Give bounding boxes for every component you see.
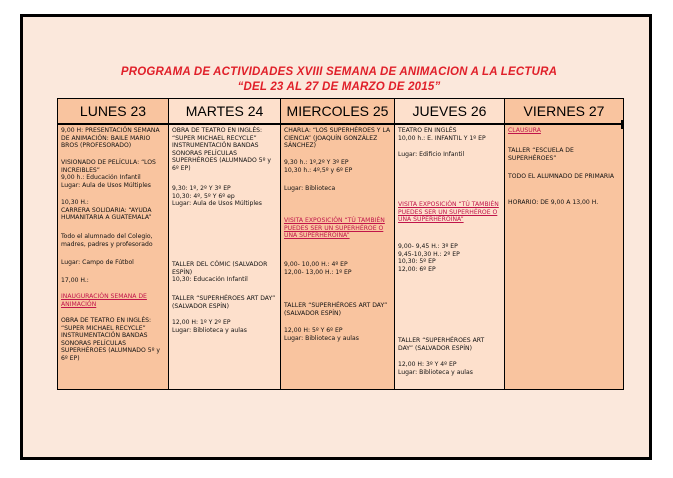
lunes-cell [58, 124, 169, 389]
lunes-inauguracion: INAUGURACIÓN SEMANA DE ANIMACIÓN [61, 293, 147, 308]
lunes-visionado: VISIONADO DE PELÍCULA: “LOS INCREIBLES” 9,00 h.: Educación Infantil Lugar: Aula de Usos Múltiples [61, 159, 156, 189]
program-title: PROGRAMA DE ACTIVIDADES XVIII SEMANA DE ANIMACION A LA LECTURA [120, 66, 558, 78]
martes-comic: TALLER DEL CÓMIC (SALVADOR ESPÍN) 10,30: Educación Infantil [172, 261, 268, 284]
jueves-exposicion: VISITA EXPOSICIÓN “TÚ TAMBIÉN PUEDES SER UN SUPERHÉROE O UNA SUPERHEROÍNA” [398, 201, 499, 224]
schedule-table [57, 98, 624, 390]
jueves-lugar: Lugar: Edificio Infantil [398, 151, 465, 158]
martes-teatro: OBRA DE TEATRO EN INGLÉS: “SUPER MICHAEL RECYCLE” INSTRUMENTACIÓN BANDAS SONORAS PELÍCULAS SUPERHÉROES (ALUMNADO 5º y 6º EP) [172, 127, 272, 172]
lunes-carrera: 10,30 H.: CARRERA SOLIDARIA: “AYUDA HUMANITARIA A GUATEMALA” [61, 199, 152, 222]
martes-horario-taller: 12,00 H: 1º Y 2º EP Lugar: Biblioteca y aulas [172, 319, 247, 334]
viernes-clausura: CLAUSURA [508, 127, 541, 134]
viernes-horario: HORARIO: DE 9,00 A 13,00 H. [508, 199, 599, 206]
miercoles-exposicion: VISITA EXPOSICIÓN “TÚ TAMBIÉN PUEDES SER UN SUPERHÉROE O UNA SUPERHEROÍNA” [284, 217, 385, 240]
miercoles-lugar: Lugar: Biblioteca [284, 185, 336, 192]
day-header-miercoles: MIERCOLES 25 [281, 99, 395, 125]
miercoles-taller: TALLER “SUPERHÉROES ART DAY” (SALVADOR ESPÍN) [284, 302, 388, 317]
lunes-hora-tarde: 17,00 H.: [61, 277, 89, 284]
miercoles-horario-visita: 9,00- 10,00 H.: 4º EP 12,00- 13,00 H.: 1º EP [284, 261, 352, 276]
miercoles-horario-taller: 12,00 H: 5º Y 6º EP Lugar: Biblioteca y aulas [284, 327, 359, 342]
martes-taller: TALLER “SUPERHÉROES ART DAY” (SALVADOR ESPÍN) [172, 295, 276, 310]
miercoles-cell [281, 124, 395, 389]
lunes-teatro: OBRA DE TEATRO EN INGLÉS: “SUPER MICHAEL RECYCLE” INSTRUMENTACIÓN BANDAS SONORAS PELÍCULAS SUPERHÉROES (ALUMNADO 5º y 6º EP) [61, 317, 161, 362]
lunes-presentacion: 9,00 H: PRESENTACIÓN SEMANA DE ANIMACIÓN: BAILE MARIO BROS (PROFESORADO) [61, 127, 160, 150]
day-header-jueves: JUEVES 26 [395, 99, 505, 125]
jueves-taller: TALLER “SUPERHÉROES ART DAY” (SALVADOR ESPÍN) [398, 337, 485, 352]
lunes-participantes: Todo el alumnado del Colegio, madres, padres y profesorado [61, 233, 153, 248]
miercoles-charla: CHARLA: “LOS SUPERHÉROES Y LA CIENCIA” (JOAQUÍN GONZÁLEZ SÁNCHEZ) [284, 127, 391, 150]
jueves-horario-taller: 12,00 H: 3º Y 4º EP Lugar: Biblioteca y aulas [398, 361, 473, 376]
viernes-taller: TALLER “ESCUELA DE SUPERHÉROES” [508, 147, 574, 162]
day-header-lunes: LUNES 23 [58, 99, 169, 125]
text-cursor [621, 120, 623, 129]
program-dates: “DEL 23 AL 27 DE MARZO DE 2015” [237, 81, 441, 93]
day-header-viernes: VIERNES 27 [505, 99, 624, 125]
viernes-alumnado: TODO EL ALUMNADO DE PRIMARIA [508, 173, 615, 180]
martes-horario: 9,30: 1º, 2º Y 3º EP 10,30: 4º, 5º Y 6º ep Lugar: Aula de Usos Múltiples [172, 185, 262, 208]
miercoles-horario: 9,30 h.: 1º,2º Y 3º EP 10,30 h.: 4º,5º y 6º EP [284, 159, 353, 174]
viernes-cell [505, 124, 624, 389]
jueves-cell [395, 124, 505, 389]
jueves-horario-visita: 9,00- 9,45 H.: 3º EP 9,45-10,30 H.: 2º EP 10,30: 5º EP 12,00: 6º EP [398, 243, 460, 273]
day-header-martes: MARTES 24 [169, 99, 281, 125]
lunes-lugar: Lugar: Campo de Fútbol [61, 259, 134, 266]
martes-cell [169, 124, 281, 389]
jueves-teatro: TEATRO EN INGLÉS 10,00 h.: E. INFANTIL Y 1º EP [398, 127, 486, 142]
